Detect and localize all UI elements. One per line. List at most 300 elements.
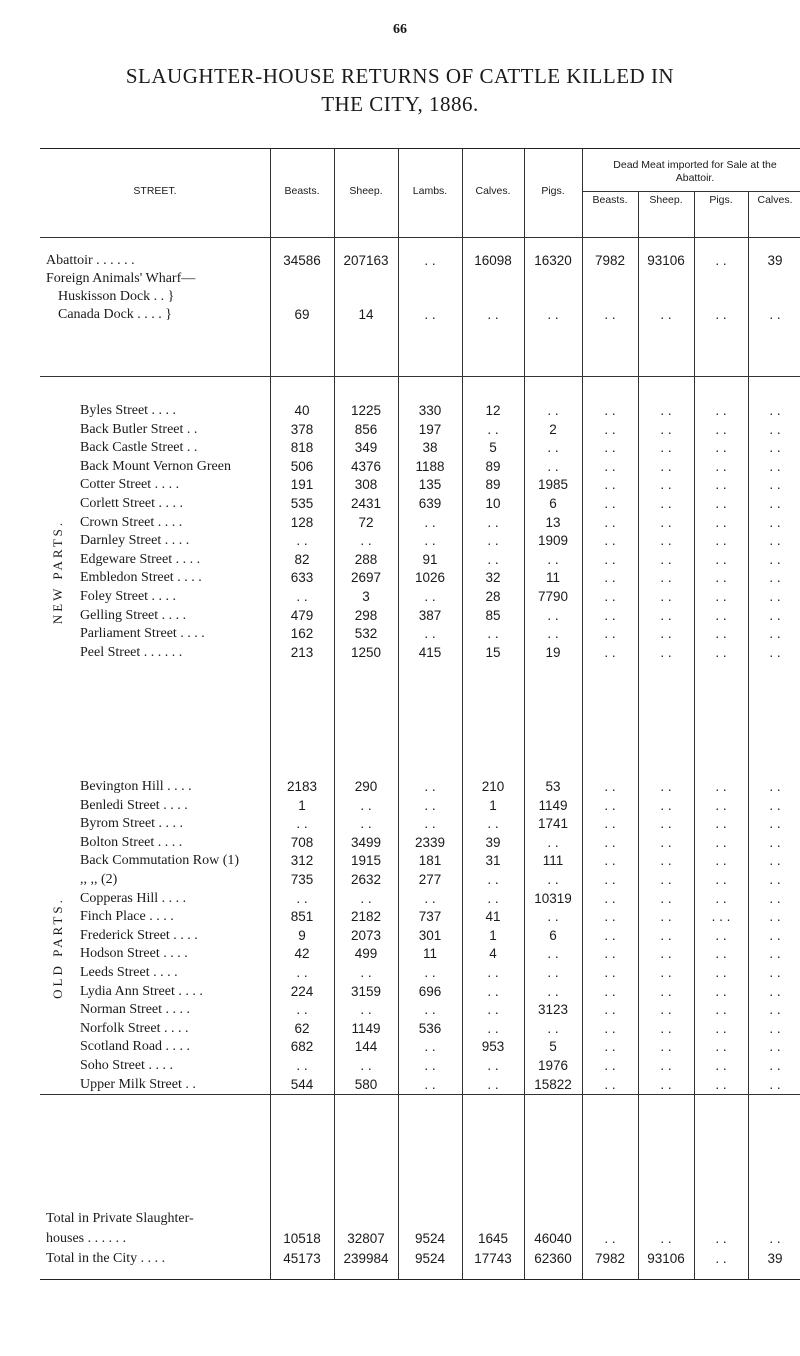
cell-dm-beasts: . . (604, 477, 616, 493)
cell-dm-beasts: . . (604, 589, 616, 604)
cell-dm-pigs: . . (715, 607, 727, 623)
header-calves: Calves. (475, 185, 511, 197)
cell-dm-calves: . . (769, 403, 781, 418)
cell-dm-calves: . . (769, 816, 781, 832)
cell-lambs: . . (424, 890, 436, 906)
cell-dm-beasts: . . (604, 1020, 616, 1036)
cell-dm-sheep: . . (660, 872, 672, 887)
cell-dm-pigs: . . (715, 514, 727, 530)
header-dead-meat: Dead Meat imported for Sale at the Abattoir. (613, 159, 777, 184)
cell-lambs: 91 (422, 551, 438, 567)
header-street: STREET. (133, 185, 177, 197)
cell-calves: 15 (485, 644, 501, 660)
table-row (40, 835, 800, 853)
old-parts-street-name: Finch Place . . . . (80, 909, 174, 925)
cell-dm-calves: . . (769, 890, 781, 906)
cell-dm-calves: . . (769, 496, 781, 511)
new-parts-street-name: Embledon Street . . . . (80, 570, 202, 586)
abattoir-street-name: Canada Dock . . . . } (58, 307, 173, 322)
cell-dm-pigs: . . (715, 496, 727, 511)
cell-beasts: 162 (290, 626, 314, 642)
cell-pigs: 19 (545, 644, 561, 660)
old-parts-street-name: Bevington Hill . . . . (80, 779, 192, 794)
cell-dm-beasts: . . (604, 909, 616, 925)
cell-sheep: 2073 (350, 927, 382, 943)
table-row (40, 798, 800, 816)
cell-beasts: . . (296, 816, 308, 832)
cell-lambs: 9524 (414, 1251, 446, 1266)
cell-dm-sheep: . . (660, 1058, 672, 1073)
cell-sheep: . . (360, 533, 372, 549)
cell-dm-pigs: . . (715, 253, 727, 268)
cell-dm-beasts: . . (604, 1231, 616, 1246)
table-row (40, 1021, 800, 1039)
cell-dm-beasts: . . (604, 1058, 616, 1073)
cell-lambs: . . (424, 965, 436, 980)
cell-dm-pigs: . . (715, 644, 727, 660)
cell-sheep: 288 (354, 551, 378, 567)
cell-dm-pigs: . . (715, 965, 727, 980)
total-street-name: houses . . . . . . (46, 1231, 127, 1246)
table-row (40, 1077, 800, 1095)
cell-dm-calves: . . (769, 607, 781, 623)
cell-dm-calves: . . (769, 477, 781, 493)
cell-beasts: 479 (290, 607, 314, 623)
cell-lambs: 181 (418, 853, 442, 869)
row-rule (582, 191, 800, 192)
cell-dm-beasts: . . (604, 946, 616, 962)
cell-sheep: 239984 (343, 1251, 389, 1266)
table-row (40, 459, 800, 477)
cell-dm-sheep: . . (660, 983, 672, 999)
cell-pigs: 2 (549, 421, 557, 437)
cell-pigs: 1985 (537, 477, 569, 493)
cell-dm-pigs: . . (715, 570, 727, 586)
cell-beasts: 40 (294, 403, 310, 418)
cell-sheep: 2182 (350, 909, 382, 925)
column-rule (398, 149, 399, 1279)
cell-dm-sheep: . . (660, 797, 672, 813)
header-sheep: Sheep. (349, 185, 383, 197)
cell-beasts: 128 (290, 514, 314, 530)
header-pigs: Pigs. (541, 185, 565, 197)
cell-dm-beasts: . . (604, 816, 616, 832)
old-parts-street-name: Frederick Street . . . . (80, 927, 198, 943)
new-parts-street-name: Back Mount Vernon Green (80, 458, 231, 474)
cell-beasts: 851 (290, 909, 314, 925)
abattoir-street-name: Abattoir . . . . . . (46, 253, 135, 268)
cell-dm-calves: . . (769, 834, 781, 850)
cell-beasts: 42 (294, 946, 310, 962)
cell-dm-beasts: . . (604, 496, 616, 511)
cell-dm-sheep: . . (660, 909, 672, 925)
cell-sheep: 499 (354, 946, 378, 962)
old-parts-street-name: Back Commutation Row (1) (80, 853, 240, 869)
cell-beasts: 1 (298, 797, 306, 813)
cell-dm-calves: . . (769, 570, 781, 586)
cell-dm-beasts: . . (604, 1039, 616, 1055)
cell-dm-beasts: . . (604, 533, 616, 549)
cell-sheep: 2697 (350, 570, 382, 586)
old-parts-street-name: ,, ,, (2) (80, 872, 118, 887)
title-line-1: SLAUGHTER-HOUSE RETURNS OF CATTLE KILLED IN (125, 64, 675, 88)
row-rule (40, 1094, 800, 1095)
cell-beasts: 45173 (283, 1251, 321, 1266)
cell-lambs: 11 (422, 946, 437, 962)
cell-pigs: . . (547, 307, 559, 322)
new-parts-street-name: Darnley Street . . . . (80, 533, 190, 549)
column-rule (638, 191, 639, 1279)
cell-sheep: 144 (354, 1039, 378, 1055)
cell-pigs: 1149 (538, 797, 568, 813)
cell-dm-calves: . . (769, 644, 781, 660)
table-row (40, 909, 800, 927)
cell-dm-beasts: . . (604, 779, 616, 794)
cell-lambs: . . (424, 626, 436, 642)
cell-calves: 41 (485, 909, 501, 925)
cell-pigs: . . (547, 834, 559, 850)
cell-calves: . . (487, 1076, 499, 1092)
cell-sheep: 1149 (351, 1020, 381, 1036)
cell-pigs: 6 (549, 927, 557, 943)
cell-calves: . . (487, 965, 499, 980)
cell-lambs: . . (424, 1002, 436, 1018)
cell-pigs: . . (547, 965, 559, 980)
cell-beasts: 735 (290, 872, 314, 887)
cell-dm-sheep: . . (660, 551, 672, 567)
cell-dm-calves: . . (769, 589, 781, 604)
cell-dm-sheep: . . (660, 607, 672, 623)
table-row (40, 477, 800, 495)
cell-lambs: 737 (418, 909, 442, 925)
table-row (40, 496, 800, 514)
old-parts-street-name: Lydia Ann Street . . . . (80, 983, 203, 999)
cell-lambs: . . (424, 1058, 436, 1073)
cell-dm-calves: . . (769, 551, 781, 567)
cell-sheep: 3499 (350, 834, 382, 850)
column-rule (582, 149, 583, 1279)
table-row (40, 853, 800, 871)
cell-pigs: 1741 (537, 816, 569, 832)
cell-pigs: 6 (549, 496, 557, 511)
row-rule (40, 237, 800, 238)
cell-dm-beasts: . . (604, 421, 616, 437)
cell-pigs: 53 (545, 779, 561, 794)
cell-dm-sheep: . . (660, 946, 672, 962)
cell-pigs: 111 (542, 853, 564, 869)
cell-dm-calves: . . (769, 797, 781, 813)
cell-pigs: . . (547, 909, 559, 925)
cell-dm-calves: . . (769, 1058, 781, 1073)
cell-sheep: 580 (354, 1076, 378, 1092)
cell-dm-pigs: . . (715, 403, 727, 418)
cell-dm-beasts: . . (604, 872, 616, 887)
cell-calves: . . (487, 872, 499, 887)
cell-sheep: 290 (354, 779, 378, 794)
cell-dm-pigs: . . (715, 983, 727, 999)
cell-dm-sheep: . . (660, 965, 672, 980)
cell-dm-calves: . . (769, 1002, 781, 1018)
title-line-2: THE CITY, 1886. (321, 92, 479, 116)
cell-calves: 17743 (474, 1251, 512, 1266)
cell-dm-calves: . . (769, 440, 781, 456)
table-row (40, 307, 800, 325)
cell-dm-calves: . . (769, 853, 781, 869)
cell-dm-pigs: . . (715, 1076, 727, 1092)
cell-beasts: . . (296, 589, 308, 604)
cell-pigs: 1909 (537, 533, 569, 549)
cell-dm-pigs: . . . (711, 909, 731, 925)
cell-beasts: . . (296, 533, 308, 549)
old-parts-street-name: Copperas Hill . . . . (80, 890, 187, 906)
cell-pigs: 1976 (537, 1058, 569, 1073)
cell-sheep: 4376 (350, 458, 382, 474)
cell-beasts: . . (296, 1058, 308, 1073)
old-parts-street-name: Byrom Street . . . . (80, 816, 184, 832)
cell-sheep: . . (360, 816, 372, 832)
cell-calves: . . (487, 421, 499, 437)
cell-dm-sheep: . . (660, 853, 672, 869)
cell-beasts: 224 (290, 983, 314, 999)
cell-dm-sheep: . . (660, 927, 672, 943)
cell-calves: . . (487, 1020, 499, 1036)
cell-dm-sheep: . . (660, 1002, 672, 1018)
cell-dm-calves: . . (769, 1231, 781, 1246)
cell-sheep: . . (360, 1002, 372, 1018)
cell-dm-sheep: . . (660, 834, 672, 850)
cell-dm-calves: . . (769, 779, 781, 794)
table-row (40, 626, 800, 644)
cell-sheep: 1250 (350, 644, 382, 660)
cell-dm-pigs: . . (715, 477, 727, 493)
cell-pigs: . . (547, 607, 559, 623)
column-rule (270, 149, 271, 1279)
cell-calves: . . (487, 551, 499, 567)
cell-pigs: 46040 (534, 1231, 572, 1246)
cell-beasts: 34586 (283, 253, 321, 268)
cell-sheep: . . (360, 797, 372, 813)
table-row (40, 271, 800, 289)
cell-dm-calves: . . (769, 626, 781, 642)
cell-beasts: 62 (294, 1020, 310, 1036)
cell-dm-beasts: . . (604, 834, 616, 850)
cell-sheep: 72 (358, 514, 374, 530)
cell-calves: 1 (489, 927, 497, 943)
cell-dm-beasts: . . (604, 307, 616, 322)
table-row (40, 1002, 800, 1020)
cell-calves: . . (487, 626, 499, 642)
cell-dm-calves: 39 (767, 253, 783, 268)
cell-calves: . . (487, 983, 499, 999)
cell-dm-beasts: . . (604, 983, 616, 999)
cell-dm-pigs: . . (715, 1231, 727, 1246)
cell-pigs: . . (547, 946, 559, 962)
new-parts-street-name: Foley Street . . . . (80, 589, 177, 604)
cell-dm-calves: . . (769, 965, 781, 980)
cell-sheep: 308 (354, 477, 378, 493)
header-dm-beasts: Beasts. (592, 194, 628, 206)
abattoir-street-name: Foreign Animals' Wharf— (46, 271, 196, 286)
cell-dm-sheep: . . (660, 1076, 672, 1092)
cell-dm-pigs: . . (715, 834, 727, 850)
cell-dm-sheep: . . (660, 440, 672, 456)
cell-dm-beasts: . . (604, 853, 616, 869)
total-street-name: Total in Private Slaughter- (46, 1211, 194, 1226)
cell-dm-beasts: . . (604, 458, 616, 474)
cell-sheep: . . (360, 890, 372, 906)
cell-dm-pigs: . . (715, 779, 727, 794)
cell-lambs: . . (424, 816, 436, 832)
header-dm-pigs: Pigs. (709, 194, 733, 206)
cell-lambs: 1188 (415, 458, 445, 474)
table-row (40, 608, 800, 626)
cell-beasts: 378 (290, 421, 314, 437)
table-row (40, 779, 800, 797)
cell-pigs: 10319 (534, 890, 572, 906)
table-row (40, 1039, 800, 1057)
table-row (40, 403, 800, 421)
header-lambs: Lambs. (412, 185, 448, 197)
table-row (40, 816, 800, 834)
cell-dm-pigs: . . (715, 421, 727, 437)
cell-dm-calves: . . (769, 421, 781, 437)
cell-beasts: 10518 (283, 1231, 321, 1246)
cell-dm-beasts: . . (604, 890, 616, 906)
cell-dm-sheep: . . (660, 421, 672, 437)
cell-dm-pigs: . . (715, 626, 727, 642)
cell-pigs: . . (547, 440, 559, 456)
cell-dm-sheep: . . (660, 403, 672, 418)
cell-beasts: 213 (290, 644, 314, 660)
cell-dm-pigs: . . (715, 927, 727, 943)
cell-calves: 85 (485, 607, 501, 623)
cell-dm-beasts: . . (604, 570, 616, 586)
cell-calves: . . (487, 1002, 499, 1018)
cell-pigs: . . (547, 983, 559, 999)
cell-pigs: 7790 (537, 589, 569, 604)
cell-lambs: 330 (418, 403, 442, 418)
returns-table (40, 148, 800, 1280)
cell-dm-pigs: . . (715, 1058, 727, 1073)
cell-lambs: . . (424, 779, 436, 794)
cell-dm-pigs: . . (715, 816, 727, 832)
table-row (40, 1231, 800, 1249)
cell-lambs: . . (424, 1039, 436, 1055)
cell-lambs: 277 (418, 872, 442, 887)
cell-beasts: 312 (290, 853, 314, 869)
cell-pigs: 16320 (534, 253, 572, 268)
new-parts-street-name: Parliament Street . . . . (80, 626, 205, 642)
cell-dm-sheep: . . (660, 626, 672, 642)
cell-dm-beasts: 7982 (594, 1251, 626, 1266)
cell-dm-pigs: . . (715, 1002, 727, 1018)
cell-beasts: 535 (290, 496, 314, 511)
cell-sheep: 856 (354, 421, 378, 437)
cell-lambs: 135 (418, 477, 442, 493)
table-row (40, 533, 800, 551)
cell-lambs: . . (424, 253, 436, 268)
table-row (40, 946, 800, 964)
cell-dm-beasts: . . (604, 797, 616, 813)
cell-calves: 16098 (474, 253, 512, 268)
cell-pigs: . . (547, 626, 559, 642)
cell-dm-beasts: . . (604, 927, 616, 943)
cell-calves: 32 (485, 570, 501, 586)
cell-sheep: 3 (362, 589, 370, 604)
cell-pigs: 3123 (537, 1002, 569, 1018)
table-row (40, 253, 800, 271)
cell-dm-sheep: . . (660, 890, 672, 906)
table-row (40, 1058, 800, 1076)
cell-pigs: . . (547, 872, 559, 887)
cell-pigs: . . (547, 403, 559, 418)
column-rule (694, 191, 695, 1279)
table-row (40, 1251, 800, 1269)
cell-lambs: 639 (418, 496, 442, 511)
cell-dm-sheep: . . (660, 816, 672, 832)
cell-pigs: 11 (545, 570, 560, 586)
cell-sheep: 3159 (350, 983, 382, 999)
cell-lambs: . . (424, 797, 436, 813)
cell-calves: 4 (489, 946, 497, 962)
table-row (40, 515, 800, 533)
cell-lambs: 2339 (414, 834, 446, 850)
cell-sheep: 14 (358, 307, 374, 322)
old-parts-street-name: Norfolk Street . . . . (80, 1020, 189, 1036)
old-parts-street-name: Bolton Street . . . . (80, 834, 183, 850)
cell-dm-calves: . . (769, 983, 781, 999)
cell-dm-calves: . . (769, 458, 781, 474)
page-number: 66 (393, 22, 407, 37)
cell-pigs: 13 (545, 514, 561, 530)
cell-calves: 10 (485, 496, 501, 511)
cell-dm-pigs: . . (715, 458, 727, 474)
column-rule (748, 191, 749, 1279)
cell-beasts: 506 (290, 458, 314, 474)
cell-lambs: 387 (418, 607, 442, 623)
cell-beasts: 633 (290, 570, 314, 586)
cell-beasts: . . (296, 965, 308, 980)
cell-dm-beasts: . . (604, 551, 616, 567)
new-parts-street-name: Crown Street . . . . (80, 514, 183, 530)
cell-calves: . . (487, 307, 499, 322)
table-row (40, 440, 800, 458)
header-dm-calves: Calves. (757, 194, 793, 206)
cell-dm-pigs: . . (715, 946, 727, 962)
total-street-name: Total in the City . . . . (46, 1251, 166, 1266)
cell-lambs: 536 (418, 1020, 442, 1036)
cell-dm-beasts: . . (604, 1076, 616, 1092)
cell-dm-pigs: . . (715, 307, 727, 322)
column-rule (524, 149, 525, 1279)
cell-sheep: 349 (354, 440, 378, 456)
cell-dm-sheep: . . (660, 496, 672, 511)
cell-dm-sheep: . . (660, 589, 672, 604)
cell-sheep: 2431 (350, 496, 382, 511)
cell-dm-calves: . . (769, 872, 781, 887)
cell-pigs: . . (547, 1020, 559, 1036)
cell-calves: . . (487, 533, 499, 549)
cell-dm-calves: . . (769, 927, 781, 943)
new-parts-street-name: Cotter Street . . . . (80, 477, 180, 493)
cell-lambs: 9524 (414, 1231, 446, 1246)
cell-dm-beasts: . . (604, 403, 616, 418)
cell-dm-sheep: . . (660, 779, 672, 794)
cell-dm-sheep: . . (660, 570, 672, 586)
cell-beasts: . . (296, 890, 308, 906)
old-parts-street-name: Norman Street . . . . (80, 1002, 191, 1018)
cell-calves: 1645 (477, 1231, 509, 1246)
